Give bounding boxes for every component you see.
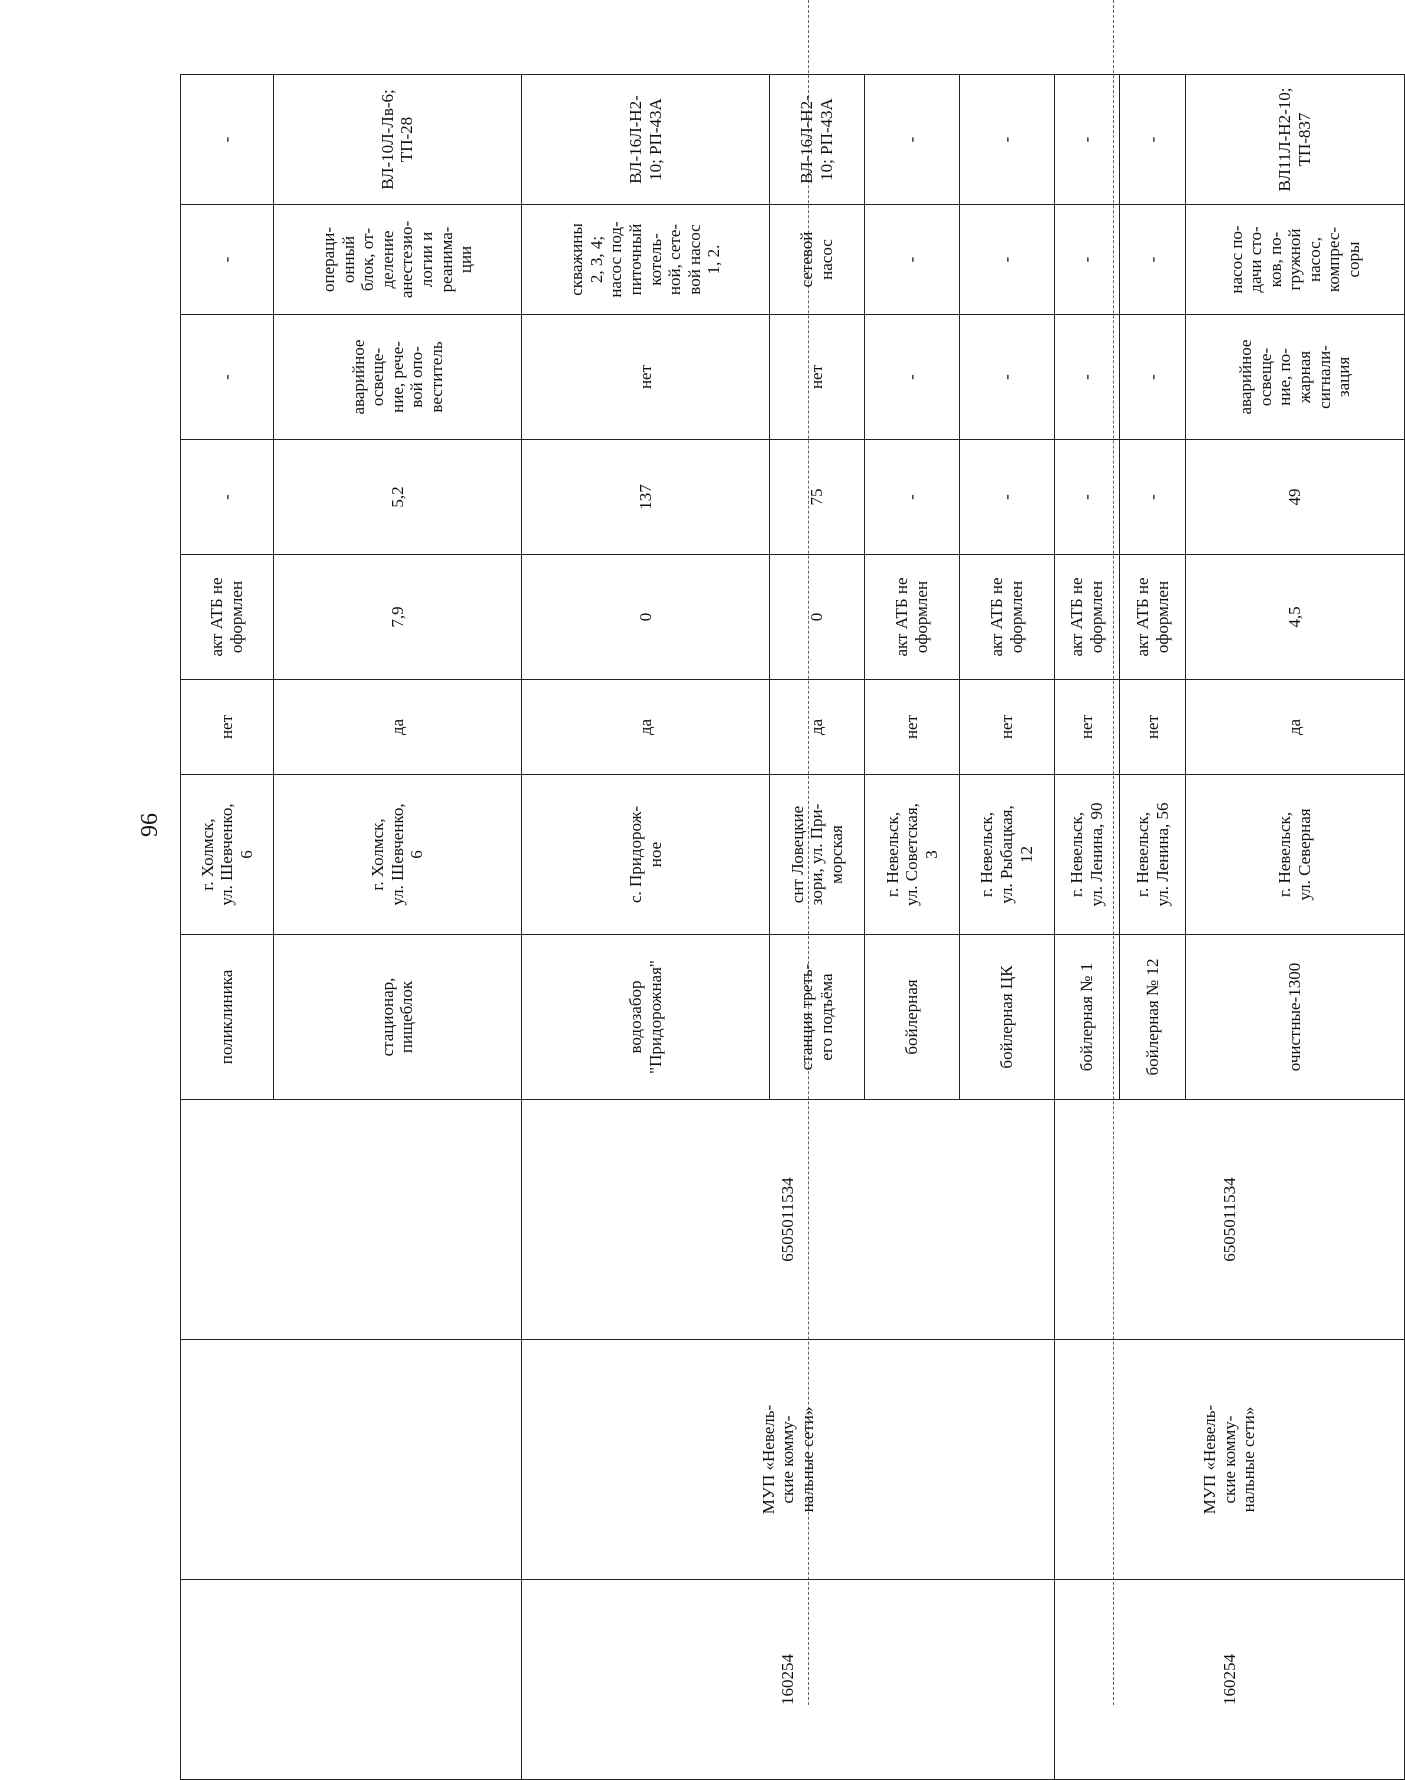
cell-equipment: насос по- дачи сто- ков, по- гружной насос, компрес- соры bbox=[1186, 205, 1405, 315]
cell-address: г. Невельск, ул. Рыбацкая, 12 bbox=[959, 775, 1054, 935]
cell-organization bbox=[181, 1340, 522, 1580]
cell-line: - bbox=[1054, 75, 1120, 205]
cell-line: ВЛ-10Л-Лв-6; ТП-28 bbox=[273, 75, 521, 205]
cell-act: 0 bbox=[521, 555, 769, 680]
cell-act: акт АТБ не оформлен bbox=[181, 555, 274, 680]
cell-value: - bbox=[864, 440, 959, 555]
cell-value: 137 bbox=[521, 440, 769, 555]
cell-equipment: - bbox=[959, 205, 1054, 315]
cell-object: бойлерная ЦК bbox=[959, 935, 1054, 1100]
cell-backup: аварийное освеще- ние, по- жарная сигнали- зация bbox=[1186, 315, 1405, 440]
cell-inn bbox=[181, 1100, 522, 1340]
cell-address: г. Невельск, ул. Ленина, 90 bbox=[1054, 775, 1120, 935]
cell-backup: - bbox=[1054, 315, 1120, 440]
cell-backup: аварийное освеще- ние, рече- вой опо- веститель bbox=[273, 315, 521, 440]
data-table bbox=[180, 74, 1405, 1780]
cell-backup: нет bbox=[521, 315, 769, 440]
cell-line: ВЛ-16Л-Н2- 10; РП-43А bbox=[770, 75, 865, 205]
table-row bbox=[181, 75, 274, 1780]
cell-value: 49 bbox=[1186, 440, 1405, 555]
cell-line: ВЛ11Л-Н2-10; ТП-837 bbox=[1186, 75, 1405, 205]
cell-inn: 6505011534 bbox=[521, 1100, 1054, 1340]
cell-object: водозабор "Придорожная" bbox=[521, 935, 769, 1100]
cell-object: очистные-1300 bbox=[1186, 935, 1405, 1100]
cell-value: - bbox=[181, 440, 274, 555]
cell-address: г. Невельск, ул. Советская, 3 bbox=[864, 775, 959, 935]
cell-object: поликлиника bbox=[181, 935, 274, 1100]
cell-flag: да bbox=[273, 680, 521, 775]
cell-object: бойлерная № 12 bbox=[1120, 935, 1186, 1100]
cell-equipment: - bbox=[181, 205, 274, 315]
cell-inn: 6505011534 bbox=[1054, 1100, 1404, 1340]
cell-line: - bbox=[864, 75, 959, 205]
cell-equipment: скважины 2, 3, 4; насос под- питочный котель- ной, сете- вой насос 1, 2. bbox=[521, 205, 769, 315]
rotated-table-wrapper bbox=[180, 75, 1405, 1780]
cell-equipment: - bbox=[1054, 205, 1120, 315]
cell-organization: МУП «Невель- ские комму- нальные сети» bbox=[521, 1340, 1054, 1580]
cell-flag: нет bbox=[1054, 680, 1120, 775]
cell-act: акт АТБ не оформлен bbox=[1054, 555, 1120, 680]
cell-code bbox=[181, 1580, 522, 1780]
cell-backup: нет bbox=[770, 315, 865, 440]
cell-value: - bbox=[1120, 440, 1186, 555]
cell-object: бойлерная № 1 bbox=[1054, 935, 1120, 1100]
cell-organization: МУП «Невель- ские комму- нальные сети» bbox=[1054, 1340, 1404, 1580]
cell-address: снт Ловецкие зори, ул. При- морская bbox=[770, 775, 865, 935]
cell-value: - bbox=[959, 440, 1054, 555]
cell-value: - bbox=[1054, 440, 1120, 555]
cell-object: станция треть- его подъёма bbox=[770, 935, 865, 1100]
cell-flag: да bbox=[770, 680, 865, 775]
cell-address: г. Холмск, ул. Шевченко, 6 bbox=[273, 775, 521, 935]
table-row bbox=[521, 75, 769, 1780]
cell-value: 75 bbox=[770, 440, 865, 555]
page-number: 96 bbox=[137, 813, 163, 837]
cell-flag: нет bbox=[1120, 680, 1186, 775]
cell-flag: нет bbox=[959, 680, 1054, 775]
cell-flag: да bbox=[1186, 680, 1405, 775]
cell-object: бойлерная bbox=[864, 935, 959, 1100]
table-row bbox=[1054, 75, 1120, 1780]
cell-flag: да bbox=[521, 680, 769, 775]
cell-object: стационар, пищеблок bbox=[273, 935, 521, 1100]
cell-line: - bbox=[959, 75, 1054, 205]
cell-act: 0 bbox=[770, 555, 865, 680]
cell-line: ВЛ-16Л-Н2- 10; РП-43А bbox=[521, 75, 769, 205]
cell-act: акт АТБ не оформлен bbox=[1120, 555, 1186, 680]
cell-backup: - bbox=[864, 315, 959, 440]
cell-equipment: - bbox=[864, 205, 959, 315]
cell-backup: - bbox=[959, 315, 1054, 440]
cell-address: с. Придорож- ное bbox=[521, 775, 769, 935]
cell-act: акт АТБ не оформлен bbox=[959, 555, 1054, 680]
cell-address: г. Невельск, ул. Северная bbox=[1186, 775, 1405, 935]
cell-act: 7,9 bbox=[273, 555, 521, 680]
cell-line: - bbox=[1120, 75, 1186, 205]
cell-line: - bbox=[181, 75, 274, 205]
cell-value: 5,2 bbox=[273, 440, 521, 555]
cell-act: 4,5 bbox=[1186, 555, 1405, 680]
cell-address: г. Невельск, ул. Ленина, 56 bbox=[1120, 775, 1186, 935]
cell-equipment: - bbox=[1120, 205, 1186, 315]
cell-act: акт АТБ не оформлен bbox=[864, 555, 959, 680]
cell-code: 160254 bbox=[1054, 1580, 1404, 1780]
cell-backup: - bbox=[181, 315, 274, 440]
cell-address: г. Холмск, ул. Шевченко, 6 bbox=[181, 775, 274, 935]
cell-flag: нет bbox=[181, 680, 274, 775]
cell-flag: нет bbox=[864, 680, 959, 775]
cell-equipment: сетевой насос bbox=[770, 205, 865, 315]
cell-equipment: операци- онный блок, от- деление анестезио- логии и реанима- ции bbox=[273, 205, 521, 315]
cell-code: 160254 bbox=[521, 1580, 1054, 1780]
cell-backup: - bbox=[1120, 315, 1186, 440]
